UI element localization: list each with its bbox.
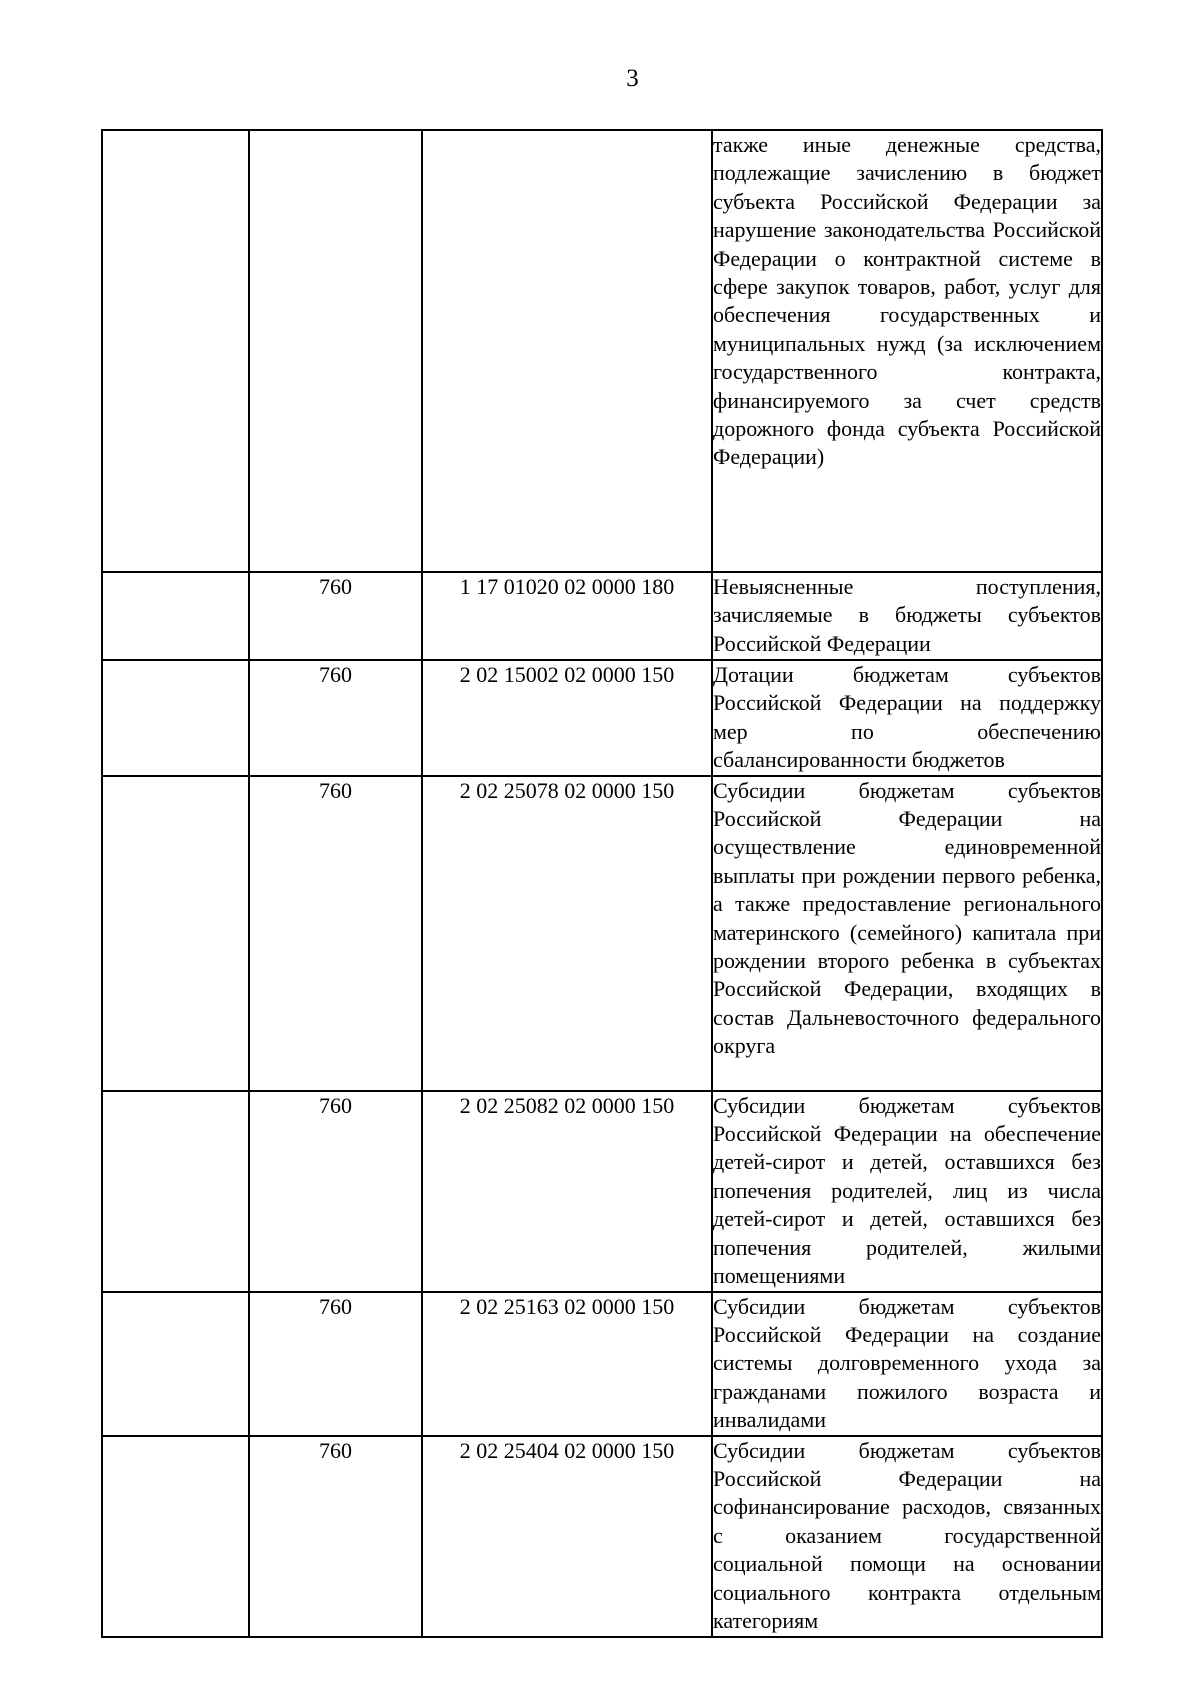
table-cell-admin-code: 760 <box>249 776 422 1091</box>
revenue-codes-table <box>101 129 1103 1638</box>
table-cell-description: Субсидии бюджетам субъектов Российской Федерации на софинансирование расходов, связанных с оказанием государственной социальной помощи на основании социального контракта отдельным категориям <box>712 1436 1102 1637</box>
table-cell-description: Субсидии бюджетам субъектов Российской Федерации на обеспечение детей-сирот и детей, оставшихся без попечения родителей, лиц из числа детей-сирот и детей, оставшихся без попечения родителей, жилыми помещениями <box>712 1091 1102 1292</box>
table-cell-admin-code <box>249 130 422 572</box>
table-row <box>102 660 1102 776</box>
table-row <box>102 1436 1102 1637</box>
table-row <box>102 1091 1102 1292</box>
table-cell-budget-code: 2 02 15002 02 0000 150 <box>422 660 712 776</box>
table-cell-description: Субсидии бюджетам субъектов Российской Федерации на осуществление единовременной выплаты при рождении первого ребенка, а также предоставление регионального материнского (семейного) капитала при рождении второго ребенка в субъектах Российской Федерации, входящих в состав Дальневосточного федерального округа <box>712 776 1102 1091</box>
table-cell-budget-code: 2 02 25163 02 0000 150 <box>422 1292 712 1436</box>
table-cell-blank <box>102 130 249 572</box>
table-row <box>102 130 1102 572</box>
table-row <box>102 776 1102 1091</box>
table-cell-blank <box>102 660 249 776</box>
table-cell-blank <box>102 1091 249 1292</box>
table-cell-budget-code: 2 02 25404 02 0000 150 <box>422 1436 712 1637</box>
table-cell-blank <box>102 1436 249 1637</box>
table-cell-blank <box>102 1292 249 1436</box>
table-cell-budget-code: 2 02 25078 02 0000 150 <box>422 776 712 1091</box>
table-cell-budget-code: 2 02 25082 02 0000 150 <box>422 1091 712 1292</box>
table-cell-budget-code <box>422 130 712 572</box>
table-cell-admin-code: 760 <box>249 660 422 776</box>
page-number: 3 <box>626 65 639 92</box>
table-cell-budget-code: 1 17 01020 02 0000 180 <box>422 572 712 660</box>
table-cell-admin-code: 760 <box>249 572 422 660</box>
table-cell-description: также иные денежные средства, подлежащие зачислению в бюджет субъекта Российской Федерации за нарушение законодательства Российской Федерации о контрактной системе в сфере закупок товаров, работ, услуг для обеспечения государственных и муниципальных нужд (за исключением государственного контракта, финансируемого за счет средств дорожного фонда субъекта Российской Федерации) <box>712 130 1102 572</box>
table-cell-admin-code: 760 <box>249 1091 422 1292</box>
table-cell-blank <box>102 572 249 660</box>
table-row <box>102 572 1102 660</box>
table-cell-description: Невыясненные поступления, зачисляемые в бюджеты субъектов Российской Федерации <box>712 572 1102 660</box>
table-cell-admin-code: 760 <box>249 1436 422 1637</box>
table-cell-description: Дотации бюджетам субъектов Российской Федерации на поддержку мер по обеспечению сбалансированности бюджетов <box>712 660 1102 776</box>
table-cell-blank <box>102 776 249 1091</box>
table-row <box>102 1292 1102 1436</box>
table-cell-admin-code: 760 <box>249 1292 422 1436</box>
table-cell-description: Субсидии бюджетам субъектов Российской Федерации на создание системы долговременного ухода за гражданами пожилого возраста и инвалидами <box>712 1292 1102 1436</box>
